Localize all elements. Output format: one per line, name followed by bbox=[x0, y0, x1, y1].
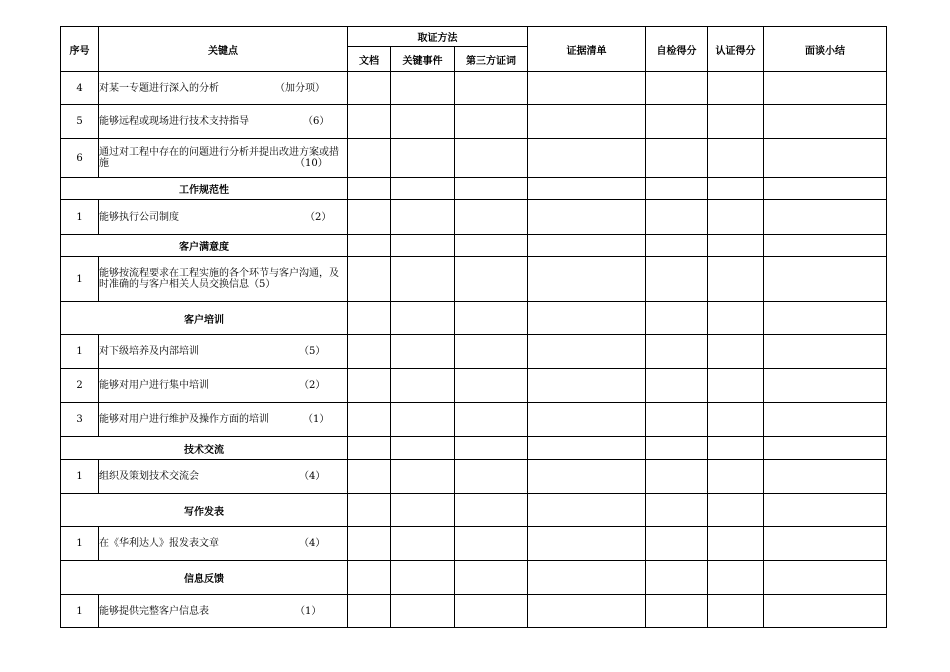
cell-cert-score[interactable] bbox=[708, 460, 764, 494]
header-method-third: 第三方证词 bbox=[455, 47, 528, 72]
key-point-text: 组织及策划技术交流会 bbox=[99, 471, 199, 482]
cell-third[interactable] bbox=[455, 257, 528, 302]
cell-evidence[interactable] bbox=[528, 302, 646, 335]
cell-evidence[interactable] bbox=[528, 494, 646, 527]
cell-evidence[interactable] bbox=[528, 369, 646, 403]
key-point-text: 能够执行公司制度 bbox=[99, 211, 179, 223]
row-number: 1 bbox=[61, 460, 99, 494]
cell-doc[interactable] bbox=[348, 437, 391, 460]
evaluation-table bbox=[60, 26, 887, 628]
cell-evidence[interactable] bbox=[528, 257, 646, 302]
section-row bbox=[61, 302, 887, 335]
cell-interview[interactable] bbox=[764, 200, 887, 235]
key-point-cell bbox=[99, 335, 348, 369]
key-point-cell bbox=[99, 139, 348, 178]
key-point-score: （1） bbox=[303, 414, 330, 425]
cell-event[interactable] bbox=[391, 595, 455, 628]
key-point-text: 对下级培养及内部培训 bbox=[99, 346, 199, 357]
cell-event[interactable] bbox=[391, 561, 455, 595]
cell-third[interactable] bbox=[455, 200, 528, 235]
section-row bbox=[61, 561, 887, 595]
key-point-text: 能够远程或现场进行技术支持指导 bbox=[99, 116, 249, 127]
section-row bbox=[61, 235, 887, 257]
key-point-text: 能够对用户进行维护及操作方面的培训 bbox=[99, 414, 269, 425]
header-method-doc: 文档 bbox=[348, 47, 391, 72]
cell-evidence[interactable] bbox=[528, 178, 646, 200]
cell-event[interactable] bbox=[391, 235, 455, 257]
cell-doc[interactable] bbox=[348, 595, 391, 628]
cell-cert-score[interactable] bbox=[708, 494, 764, 527]
cell-evidence[interactable] bbox=[528, 595, 646, 628]
cell-event[interactable] bbox=[391, 369, 455, 403]
cell-third[interactable] bbox=[455, 302, 528, 335]
cell-interview[interactable] bbox=[764, 178, 887, 200]
cell-event[interactable] bbox=[391, 105, 455, 139]
header-method-event: 关键事件 bbox=[391, 47, 455, 72]
cell-self-score[interactable] bbox=[646, 302, 708, 335]
cell-cert-score[interactable] bbox=[708, 72, 764, 105]
cell-self-score[interactable] bbox=[646, 369, 708, 403]
cell-third[interactable] bbox=[455, 72, 528, 105]
cell-third[interactable] bbox=[455, 437, 528, 460]
cell-evidence[interactable] bbox=[528, 139, 646, 178]
cell-interview[interactable] bbox=[764, 72, 887, 105]
cell-doc[interactable] bbox=[348, 72, 391, 105]
cell-interview[interactable] bbox=[764, 460, 887, 494]
cell-doc[interactable] bbox=[348, 200, 391, 235]
cell-evidence[interactable] bbox=[528, 460, 646, 494]
cell-third[interactable] bbox=[455, 527, 528, 561]
cell-evidence[interactable] bbox=[528, 235, 646, 257]
key-point-score: （2） bbox=[305, 211, 332, 223]
cell-interview[interactable] bbox=[764, 257, 887, 302]
cell-interview[interactable] bbox=[764, 335, 887, 369]
cell-interview[interactable] bbox=[764, 139, 887, 178]
cell-self-score[interactable] bbox=[646, 178, 708, 200]
cell-cert-score[interactable] bbox=[708, 437, 764, 460]
table-row bbox=[61, 595, 887, 628]
key-point-score: （4） bbox=[299, 471, 326, 482]
cell-evidence[interactable] bbox=[528, 105, 646, 139]
table-row bbox=[61, 335, 887, 369]
cell-self-score[interactable] bbox=[646, 200, 708, 235]
key-point-text: 对某一专题进行深入的分析 bbox=[99, 82, 219, 94]
cell-cert-score[interactable] bbox=[708, 257, 764, 302]
cell-third[interactable] bbox=[455, 494, 528, 527]
row-number: 1 bbox=[61, 200, 99, 235]
table-row bbox=[61, 460, 887, 494]
cell-event[interactable] bbox=[391, 302, 455, 335]
header-self-score: 自检得分 bbox=[646, 27, 708, 72]
cell-event[interactable] bbox=[391, 257, 455, 302]
cell-cert-score[interactable] bbox=[708, 369, 764, 403]
key-point-cell bbox=[99, 527, 348, 561]
cell-interview[interactable] bbox=[764, 369, 887, 403]
cell-doc[interactable] bbox=[348, 139, 391, 178]
cell-cert-score[interactable] bbox=[708, 235, 764, 257]
cell-self-score[interactable] bbox=[646, 257, 708, 302]
section-row bbox=[61, 178, 887, 200]
key-point-cell bbox=[99, 403, 348, 437]
cell-third[interactable] bbox=[455, 460, 528, 494]
section-row bbox=[61, 437, 887, 460]
cell-interview[interactable] bbox=[764, 595, 887, 628]
cell-interview[interactable] bbox=[764, 437, 887, 460]
key-point-cell bbox=[99, 460, 348, 494]
key-point-score: （2） bbox=[299, 380, 326, 391]
row-number: 3 bbox=[61, 403, 99, 437]
key-point-text: 能够对用户进行集中培训 bbox=[99, 380, 209, 391]
cell-event[interactable] bbox=[391, 403, 455, 437]
cell-self-score[interactable] bbox=[646, 72, 708, 105]
table-row bbox=[61, 139, 887, 178]
cell-self-score[interactable] bbox=[646, 437, 708, 460]
table-row bbox=[61, 527, 887, 561]
key-point-text: 能够按流程要求在工程实施的各个环节与客户沟通，及时准确的与客户相关人员交换信息（5） bbox=[99, 268, 339, 290]
row-number: 5 bbox=[61, 105, 99, 139]
cell-doc[interactable] bbox=[348, 302, 391, 335]
cell-evidence[interactable] bbox=[528, 403, 646, 437]
cell-self-score[interactable] bbox=[646, 460, 708, 494]
row-number: 1 bbox=[61, 595, 99, 628]
cell-doc[interactable] bbox=[348, 403, 391, 437]
cell-cert-score[interactable] bbox=[708, 178, 764, 200]
header-seq: 序号 bbox=[61, 27, 99, 72]
cell-event[interactable] bbox=[391, 72, 455, 105]
cell-cert-score[interactable] bbox=[708, 527, 764, 561]
cell-cert-score[interactable] bbox=[708, 200, 764, 235]
cell-interview[interactable] bbox=[764, 235, 887, 257]
cell-third[interactable] bbox=[455, 595, 528, 628]
header-interview: 面谈小结 bbox=[764, 27, 887, 72]
cell-self-score[interactable] bbox=[646, 561, 708, 595]
key-point-cell bbox=[99, 200, 348, 235]
cell-event[interactable] bbox=[391, 200, 455, 235]
cell-third[interactable] bbox=[455, 369, 528, 403]
cell-self-score[interactable] bbox=[646, 235, 708, 257]
cell-interview[interactable] bbox=[764, 527, 887, 561]
cell-third[interactable] bbox=[455, 235, 528, 257]
key-point-score: （5） bbox=[299, 346, 326, 357]
header-method-group: 取证方法 bbox=[348, 27, 528, 47]
cell-doc[interactable] bbox=[348, 105, 391, 139]
cell-event[interactable] bbox=[391, 139, 455, 178]
cell-cert-score[interactable] bbox=[708, 561, 764, 595]
cell-third[interactable] bbox=[455, 139, 528, 178]
row-number: 4 bbox=[61, 72, 99, 105]
key-point-text: 通过对工程中存在的问题进行分析并提出改进方案或措施 bbox=[99, 147, 339, 169]
cell-evidence[interactable] bbox=[528, 72, 646, 105]
key-point-score: （加分项） bbox=[275, 82, 325, 94]
row-number: 1 bbox=[61, 257, 99, 302]
cell-event[interactable] bbox=[391, 494, 455, 527]
cell-cert-score[interactable] bbox=[708, 105, 764, 139]
table-row bbox=[61, 72, 887, 105]
cell-third[interactable] bbox=[455, 335, 528, 369]
cell-doc[interactable] bbox=[348, 561, 391, 595]
cell-event[interactable] bbox=[391, 460, 455, 494]
table-row bbox=[61, 257, 887, 302]
key-point-cell bbox=[99, 105, 348, 139]
cell-event[interactable] bbox=[391, 437, 455, 460]
key-point-cell bbox=[99, 595, 348, 628]
cell-cert-score[interactable] bbox=[708, 335, 764, 369]
cell-interview[interactable] bbox=[764, 561, 887, 595]
cell-evidence[interactable] bbox=[528, 200, 646, 235]
cell-third[interactable] bbox=[455, 561, 528, 595]
key-point-text: 能够提供完整客户信息表 bbox=[99, 605, 209, 617]
cell-doc[interactable] bbox=[348, 257, 391, 302]
cell-interview[interactable] bbox=[764, 302, 887, 335]
header-key-point: 关键点 bbox=[99, 27, 348, 72]
cell-interview[interactable] bbox=[764, 494, 887, 527]
table-row bbox=[61, 369, 887, 403]
cell-self-score[interactable] bbox=[646, 335, 708, 369]
cell-cert-score[interactable] bbox=[708, 403, 764, 437]
cell-doc[interactable] bbox=[348, 335, 391, 369]
key-point-score: （4） bbox=[299, 538, 326, 549]
cell-doc[interactable] bbox=[348, 494, 391, 527]
section-title: 工作规范性 bbox=[61, 178, 348, 200]
table-row bbox=[61, 200, 887, 235]
cell-doc[interactable] bbox=[348, 369, 391, 403]
key-point-cell bbox=[99, 257, 348, 302]
cell-cert-score[interactable] bbox=[708, 302, 764, 335]
cell-evidence[interactable] bbox=[528, 561, 646, 595]
cell-cert-score[interactable] bbox=[708, 595, 764, 628]
key-point-cell bbox=[99, 72, 348, 105]
cell-doc[interactable] bbox=[348, 460, 391, 494]
section-title: 客户满意度 bbox=[61, 235, 348, 257]
cell-evidence[interactable] bbox=[528, 527, 646, 561]
cell-cert-score[interactable] bbox=[708, 139, 764, 178]
cell-doc[interactable] bbox=[348, 178, 391, 200]
cell-third[interactable] bbox=[455, 403, 528, 437]
cell-event[interactable] bbox=[391, 178, 455, 200]
cell-interview[interactable] bbox=[764, 403, 887, 437]
cell-self-score[interactable] bbox=[646, 595, 708, 628]
key-point-cell bbox=[99, 369, 348, 403]
cell-doc[interactable] bbox=[348, 527, 391, 561]
cell-third[interactable] bbox=[455, 105, 528, 139]
section-title: 信息反馈 bbox=[61, 561, 348, 595]
section-title: 写作发表 bbox=[61, 494, 348, 527]
cell-self-score[interactable] bbox=[646, 527, 708, 561]
row-number: 1 bbox=[61, 335, 99, 369]
header-evidence-list: 证据清单 bbox=[528, 27, 646, 72]
key-point-score: （1） bbox=[295, 605, 322, 617]
key-point-score: （6） bbox=[303, 116, 330, 127]
row-number: 2 bbox=[61, 369, 99, 403]
cell-event[interactable] bbox=[391, 335, 455, 369]
cell-interview[interactable] bbox=[764, 105, 887, 139]
cell-evidence[interactable] bbox=[528, 437, 646, 460]
table-row bbox=[61, 105, 887, 139]
cell-event[interactable] bbox=[391, 527, 455, 561]
section-title: 客户培训 bbox=[61, 302, 348, 335]
cell-third[interactable] bbox=[455, 178, 528, 200]
row-number: 1 bbox=[61, 527, 99, 561]
key-point-score: （10） bbox=[295, 158, 328, 169]
cell-self-score[interactable] bbox=[646, 105, 708, 139]
cell-self-score[interactable] bbox=[646, 403, 708, 437]
section-row bbox=[61, 494, 887, 527]
cell-evidence[interactable] bbox=[528, 335, 646, 369]
cell-self-score[interactable] bbox=[646, 494, 708, 527]
cell-doc[interactable] bbox=[348, 235, 391, 257]
header-cert-score: 认证得分 bbox=[708, 27, 764, 72]
section-title: 技术交流 bbox=[61, 437, 348, 460]
table-row bbox=[61, 403, 887, 437]
cell-self-score[interactable] bbox=[646, 139, 708, 178]
key-point-text: 在《华利达人》报发表文章 bbox=[99, 538, 219, 549]
row-number: 6 bbox=[61, 139, 99, 178]
